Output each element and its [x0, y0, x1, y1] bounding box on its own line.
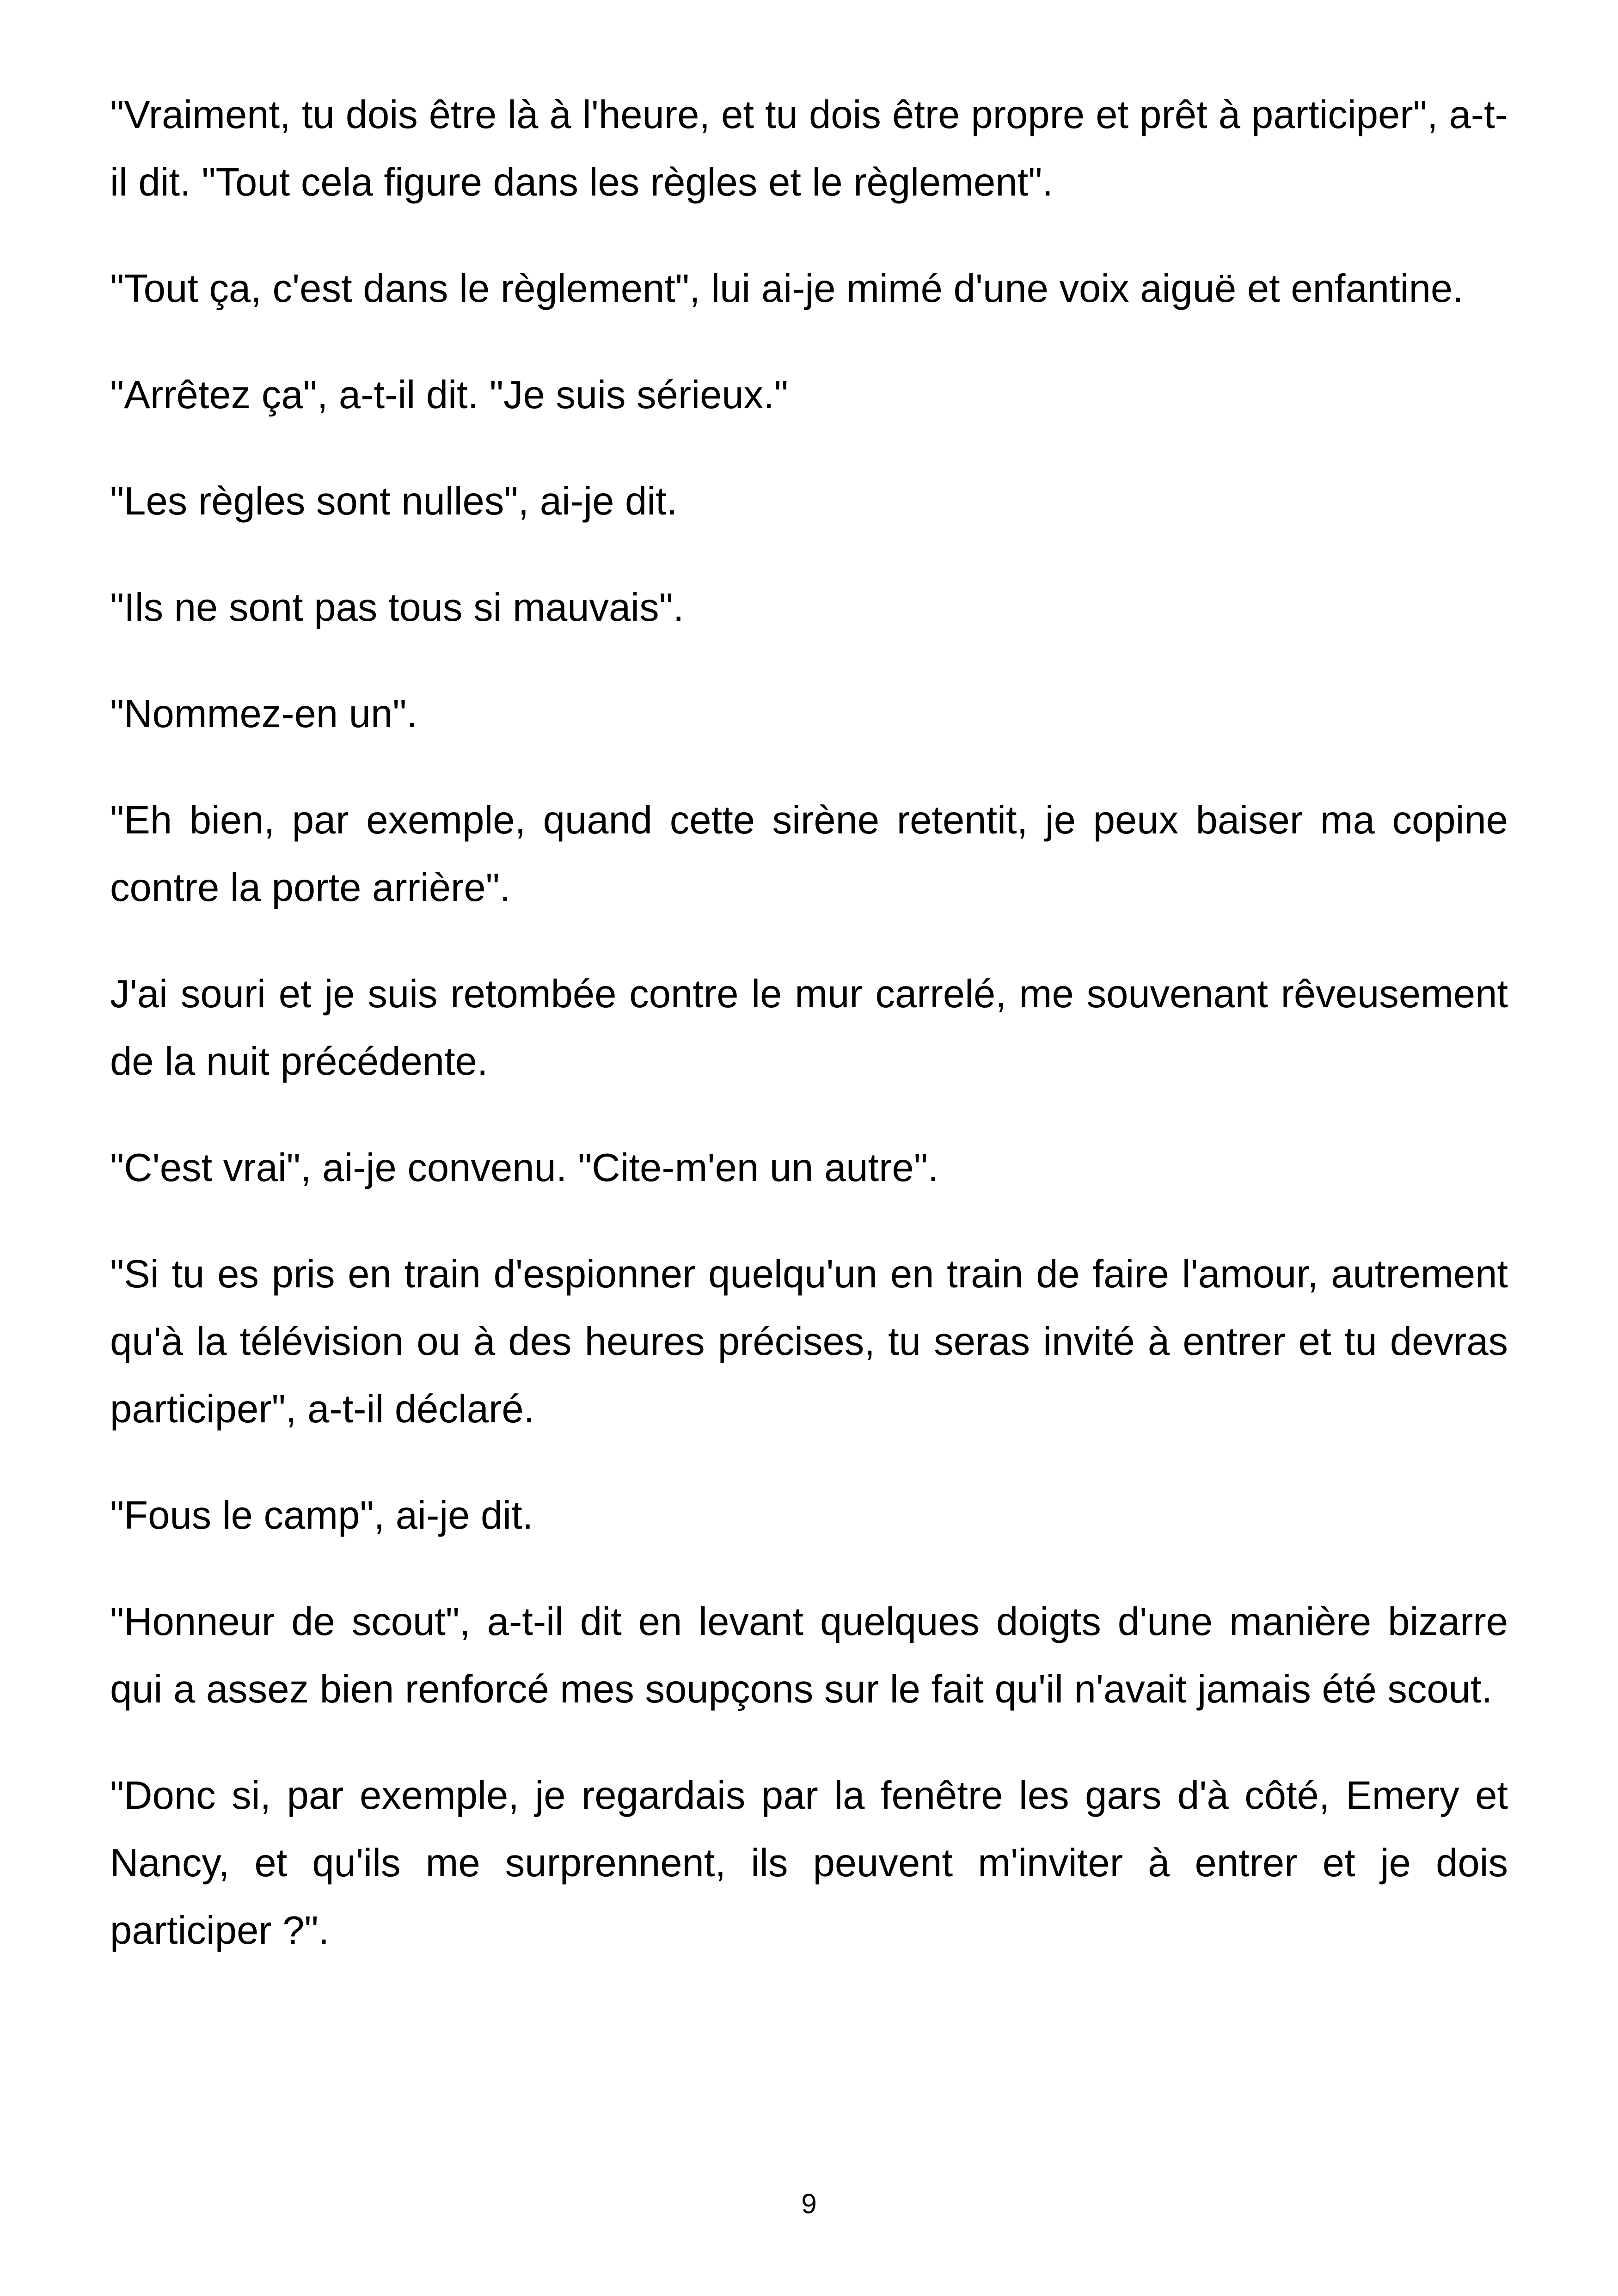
page-number: 9 [801, 2188, 817, 2219]
paragraph: "Fous le camp", ai-je dit. [110, 1494, 533, 1537]
paragraph: "Vraiment, tu dois être là à l'heure, et tu dois être propre et prêt à participer", a-t-il dit. "Tout cela figure dans les règles et le règlement". [110, 93, 1508, 204]
page-body [110, 81, 1508, 2003]
paragraph: "Nommez-en un". [110, 692, 418, 736]
paragraph: "Arrêtez ça", a-t-il dit. "Je suis sérieux." [110, 373, 788, 417]
paragraph: "Ils ne sont pas tous si mauvais". [110, 586, 684, 630]
paragraph: "Tout ça, c'est dans le règlement", lui ai-je mimé d'une voix aiguë et enfantine. [110, 267, 1464, 311]
paragraph: "Si tu es pris en train d'espionner quelqu'un en train de faire l'amour, autrement qu'à la télévision ou à des heures précises, tu seras invité à entrer et tu devras participer", a-t-il déclaré. [110, 1252, 1508, 1431]
paragraph: "Les règles sont nulles", ai-je dit. [110, 479, 678, 523]
paragraph: "C'est vrai", ai-je convenu. "Cite-m'en un autre". [110, 1146, 939, 1190]
paragraph: "Eh bien, par exemple, quand cette sirène retentit, je peux baiser ma copine contre la porte arrière". [110, 798, 1508, 910]
paragraph: "Donc si, par exemple, je regardais par la fenêtre les gars d'à côté, Emery et Nancy, et qu'ils me surprennent, ils peuvent m'inviter à entrer et je dois participer ?". [110, 1774, 1508, 1953]
paragraph: J'ai souri et je suis retombée contre le mur carrelé, me souvenant rêveusement de la nuit précédente. [110, 972, 1508, 1084]
paragraph: "Honneur de scout", a-t-il dit en levant quelques doigts d'une manière bizarre qui a assez bien renforcé mes soupçons sur le fait qu'il n'avait jamais été scout. [110, 1600, 1508, 1711]
